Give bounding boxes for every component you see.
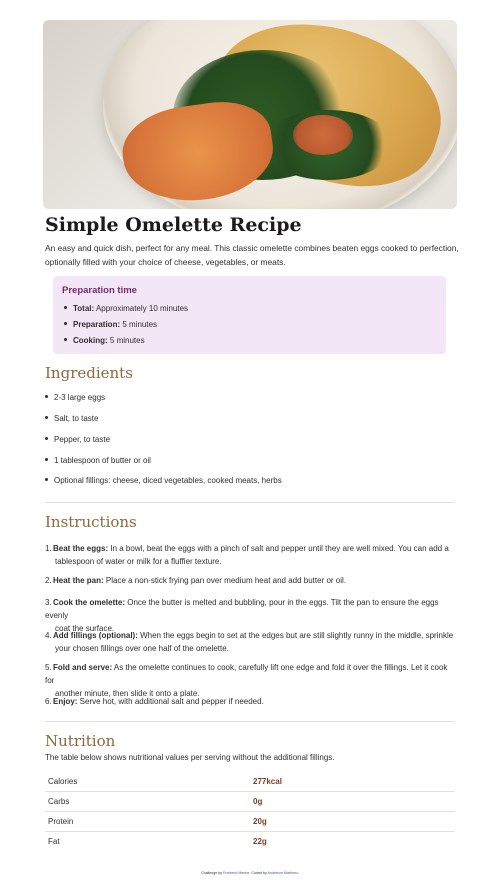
bullet-icon xyxy=(64,322,67,325)
nutrition-heading: Nutrition xyxy=(45,732,116,750)
nutrient-label: Protein xyxy=(48,817,74,826)
divider xyxy=(45,502,455,503)
preparation-item: Total: Approximately 10 minutes xyxy=(64,304,188,313)
filling-shape xyxy=(293,115,353,155)
table-row xyxy=(45,772,455,792)
bullet-icon xyxy=(45,395,48,398)
nutrient-label: Carbs xyxy=(48,797,70,806)
ingredients-heading: Ingredients xyxy=(45,364,133,382)
instruction-step: 3.Cook the omelette: Once the butter is melted and bubbling, pour in the eggs. Tilt the pan to ensure the eggs evenly coat the surface. xyxy=(45,598,439,633)
preparation-box xyxy=(53,276,446,354)
instructions-heading: Instructions xyxy=(45,513,137,531)
recipe-title: Simple Omelette Recipe xyxy=(45,214,302,236)
bullet-icon xyxy=(64,306,67,309)
bullet-icon xyxy=(45,458,48,461)
recipe-intro: An easy and quick dish, perfect for any meal. This classic omelette combines beaten eggs cooked to perfection, optionally filled with your choice of cheese, vegetables, or meats. xyxy=(45,243,459,267)
ingredient-item: Salt, to taste xyxy=(45,414,98,423)
nutrition-intro: The table below shows nutritional values per serving without the additional fillings. xyxy=(45,753,335,762)
instruction-step: 6.Enjoy: Serve hot, with additional salt and pepper if needed. xyxy=(45,697,264,706)
ingredient-item: 1 tablespoon of butter or oil xyxy=(45,456,151,465)
nutrition-table xyxy=(45,772,455,851)
table-row xyxy=(45,832,455,851)
preparation-item: Cooking: 5 minutes xyxy=(64,336,145,345)
nutrient-value: 20g xyxy=(253,817,267,826)
bullet-icon xyxy=(45,416,48,419)
bullet-icon xyxy=(45,478,48,481)
bullet-icon xyxy=(45,437,48,440)
instruction-step: 1.Beat the eggs: In a bowl, beat the eggs with a pinch of salt and pepper until they are well mixed. You can add a tablespoon of water or milk for a fluffier texture. xyxy=(45,544,449,566)
nutrient-value: 0g xyxy=(253,797,263,806)
nutrient-value: 277kcal xyxy=(253,777,282,786)
ingredient-item: 2-3 large eggs xyxy=(45,393,105,402)
divider xyxy=(45,721,455,722)
attribution-footer: Challenge by Frontend Mentor. Coded by Anderson Martínez. xyxy=(201,871,299,875)
author-link[interactable]: Anderson Martínez xyxy=(267,871,298,875)
instruction-step: 2.Heat the pan: Place a non-stick frying pan over medium heat and add butter or oil. xyxy=(45,576,347,585)
nutrient-label: Calories xyxy=(48,777,78,786)
table-row xyxy=(45,812,455,832)
table-row xyxy=(45,792,455,812)
ingredient-item: Optional fillings: cheese, diced vegetables, cooked meats, herbs xyxy=(45,476,282,485)
instruction-step: 5.Fold and serve: As the omelette continues to cook, carefully lift one edge and fold it over the fillings. Let it cook for another minute, then slide it onto a plate. xyxy=(45,663,448,698)
challenge-link[interactable]: Frontend Mentor xyxy=(223,871,250,875)
nutrient-value: 22g xyxy=(253,837,267,846)
instruction-step: 4.Add fillings (optional): When the eggs begin to set at the edges but are still slightly runny in the middle, sprinkle your chosen fillings over one half of the omelette. xyxy=(45,631,454,653)
ingredient-item: Pepper, to taste xyxy=(45,435,110,444)
preparation-heading: Preparation time xyxy=(62,285,137,296)
bullet-icon xyxy=(64,338,67,341)
preparation-item: Preparation: 5 minutes xyxy=(64,320,157,329)
nutrient-label: Fat xyxy=(48,837,60,846)
omelette-image xyxy=(43,20,457,209)
